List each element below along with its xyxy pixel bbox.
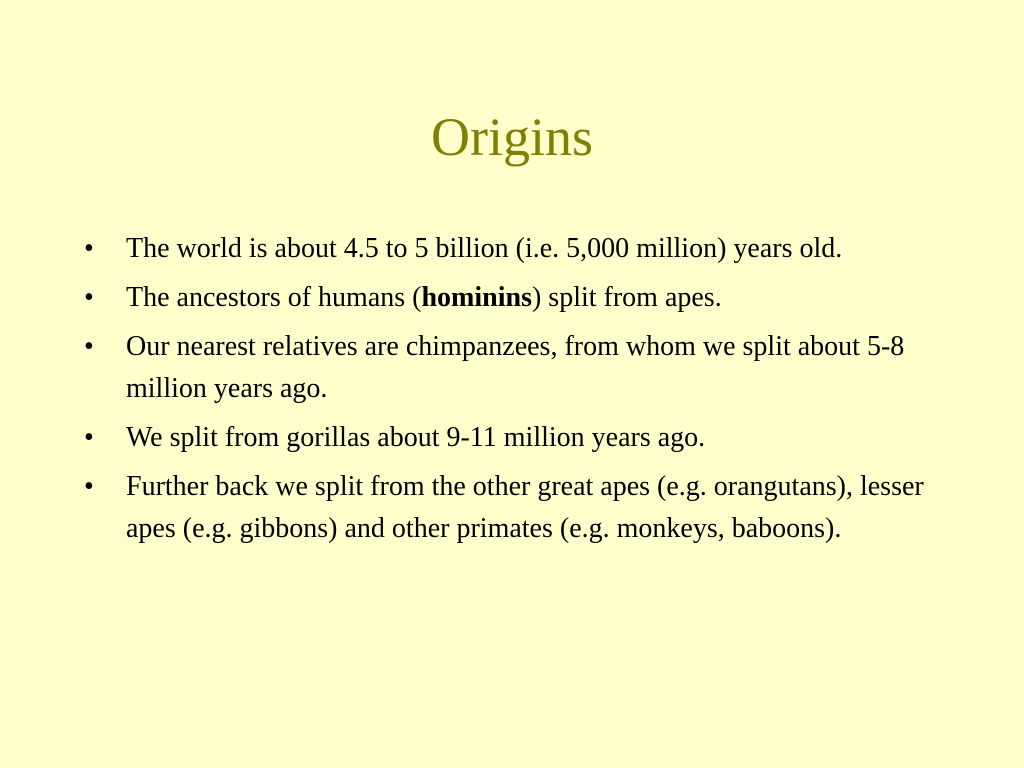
bullet-icon: •: [84, 471, 94, 502]
bullet-text-part: The ancestors of humans (: [126, 282, 422, 313]
bullet-item-world-age: [84, 228, 964, 270]
bullet-icon: •: [84, 282, 94, 313]
bullet-text: [126, 471, 924, 544]
bullet-text: [126, 422, 705, 453]
bullet-bold-term: hominins: [421, 282, 532, 313]
slide-title: Origins: [431, 107, 593, 167]
bullet-list: [84, 228, 964, 557]
bullet-text: [126, 233, 842, 264]
bullet-item-gorillas: [84, 417, 964, 459]
bullet-icon: •: [84, 233, 94, 264]
bullet-text-part: The world is about 4.5 to 5 billion (i.e. 5,000 million) years old.: [126, 233, 843, 264]
bullet-item-hominins: [84, 277, 964, 319]
bullet-text: [126, 331, 904, 404]
bullet-text-part: ) split from apes.: [531, 282, 722, 313]
bullet-text-part: Further back we split from the other great apes (e.g. orangutans), lesser apes (e.g. gibbons) and other primates (e.g. monkeys, baboons).: [126, 471, 924, 544]
bullet-text-part: We split from gorillas about 9-11 million years ago.: [126, 422, 706, 453]
bullet-text: [126, 282, 722, 313]
bullet-text-part: Our nearest relatives are chimpanzees, from whom we split about 5-8 million years ago.: [126, 331, 905, 404]
bullet-item-great-apes: [84, 466, 964, 550]
bullet-item-chimpanzees: [84, 326, 964, 410]
bullet-icon: •: [84, 331, 94, 362]
bullet-icon: •: [84, 422, 94, 453]
